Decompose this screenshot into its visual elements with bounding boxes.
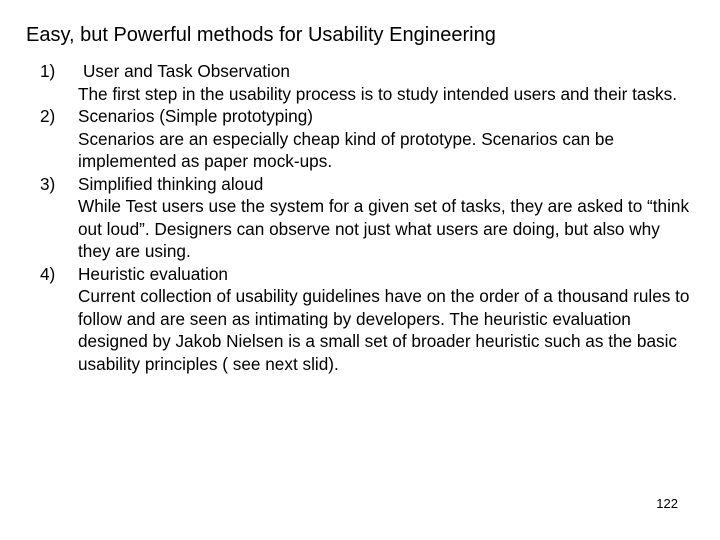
item-number: 2) [40,106,56,126]
item-heading: Heuristic evaluation [78,263,228,284]
item-description: Current collection of usability guidelines have on the order of a thousand rules to follow and are seen as intimating by developers. The heuristic evaluation designed by Jakob Nielsen is a small set of broader heuristic such as the basic usability principles ( see next slid). [78,286,690,374]
item-description: The first step in the usability process is to study intended users and their tasks. [78,83,677,104]
list-item-thinking-aloud [40,173,690,263]
slide-title: Easy, but Powerful methods for Usability Engineering [26,24,496,46]
page-number: 122 [656,496,678,511]
item-number: 4) [40,263,56,284]
item-heading: User and Task Observation [83,61,290,81]
item-heading: Simplified thinking aloud [78,173,264,194]
list-item-user-task-observation [40,60,690,105]
item-number: 1) [40,61,56,81]
item-heading: Scenarios (Simple prototyping) [78,106,314,126]
method-list [40,60,690,375]
item-number: 3) [40,173,56,194]
list-item-scenarios [40,105,690,173]
item-description: While Test users use the system for a given set of tasks, they are asked to “think out loud”. Designers can observe not just what users are doing, but also why they are using. [78,196,690,261]
item-description: Scenarios are an especially cheap kind of prototype. Scenarios can be implemented as paper mock-ups. [78,128,615,171]
list-item-heuristic-evaluation [40,263,690,376]
